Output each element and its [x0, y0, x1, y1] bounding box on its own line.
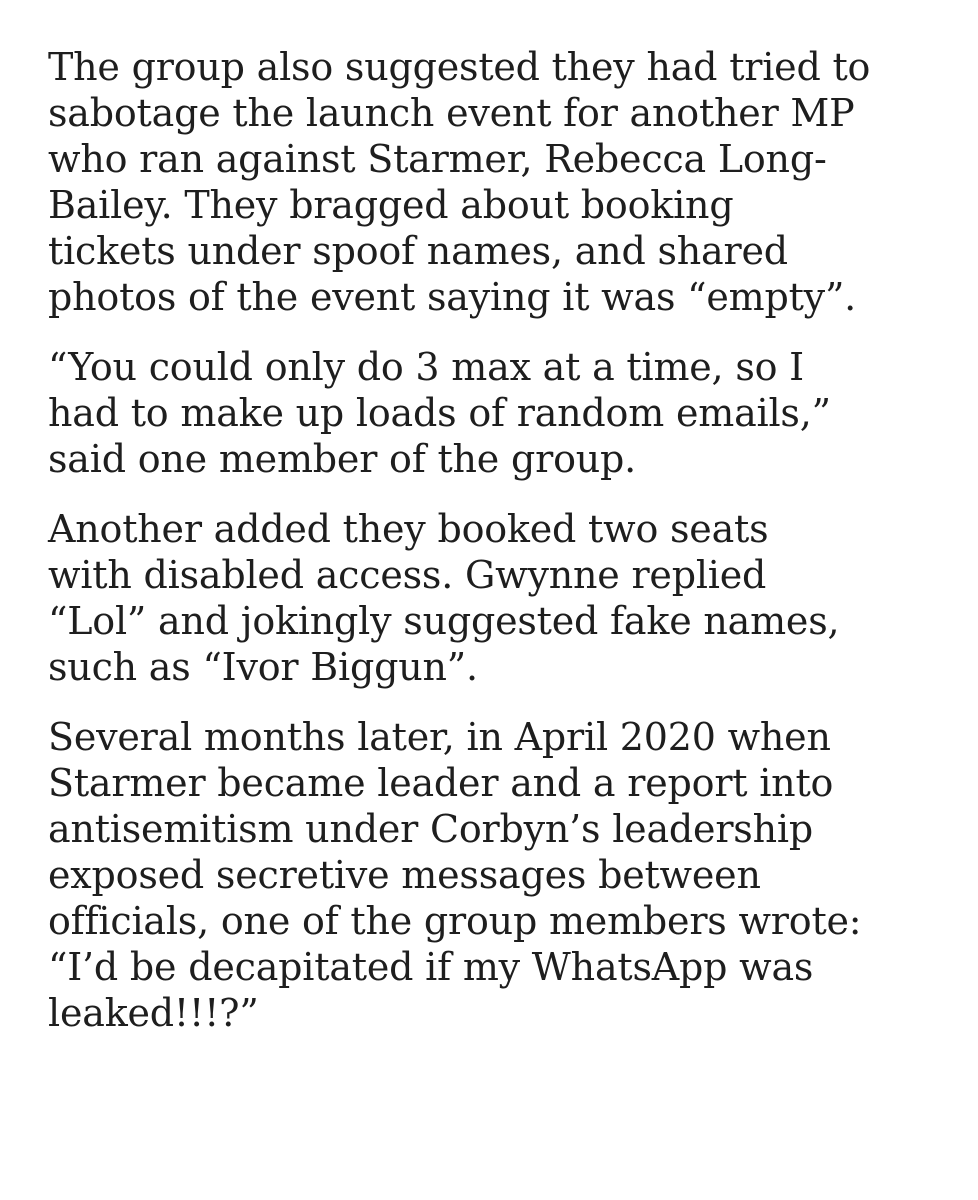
text-line: The group also suggested they had tried to — [48, 45, 871, 89]
text-line: photos of the event saying it was “empty”. — [48, 275, 857, 319]
text-line: exposed secretive messages between — [48, 853, 761, 897]
text-line: “Lol” and jokingly suggested fake names, — [48, 599, 840, 643]
text-line: “I’d be decapitated if my WhatsApp was — [48, 945, 814, 989]
text-line: tickets under spoof names, and shared — [48, 229, 788, 273]
paragraph — [48, 506, 948, 690]
text-line: with disabled access. Gwynne replied — [48, 553, 767, 597]
text-line: sabotage the launch event for another MP — [48, 91, 855, 135]
paragraph — [48, 714, 948, 1036]
article-body — [48, 44, 948, 1060]
text-line: Another added they booked two seats — [48, 507, 769, 551]
text-line: leaked!!!?” — [48, 991, 259, 1035]
text-line: antisemitism under Corbyn’s leadership — [48, 807, 813, 851]
paragraph — [48, 344, 948, 482]
text-line: Several months later, in April 2020 when — [48, 715, 831, 759]
text-line: Bailey. They bragged about booking — [48, 183, 734, 227]
text-line: such as “Ivor Biggun”. — [48, 645, 478, 689]
text-line: Starmer became leader and a report into — [48, 761, 834, 805]
text-line: said one member of the group. — [48, 437, 637, 481]
text-line: had to make up loads of random emails,” — [48, 391, 831, 435]
text-line: who ran against Starmer, Rebecca Long- — [48, 137, 827, 181]
text-line: “You could only do 3 max at a time, so I — [48, 345, 804, 389]
paragraph — [48, 44, 948, 320]
text-line: officials, one of the group members wrote: — [48, 899, 862, 943]
